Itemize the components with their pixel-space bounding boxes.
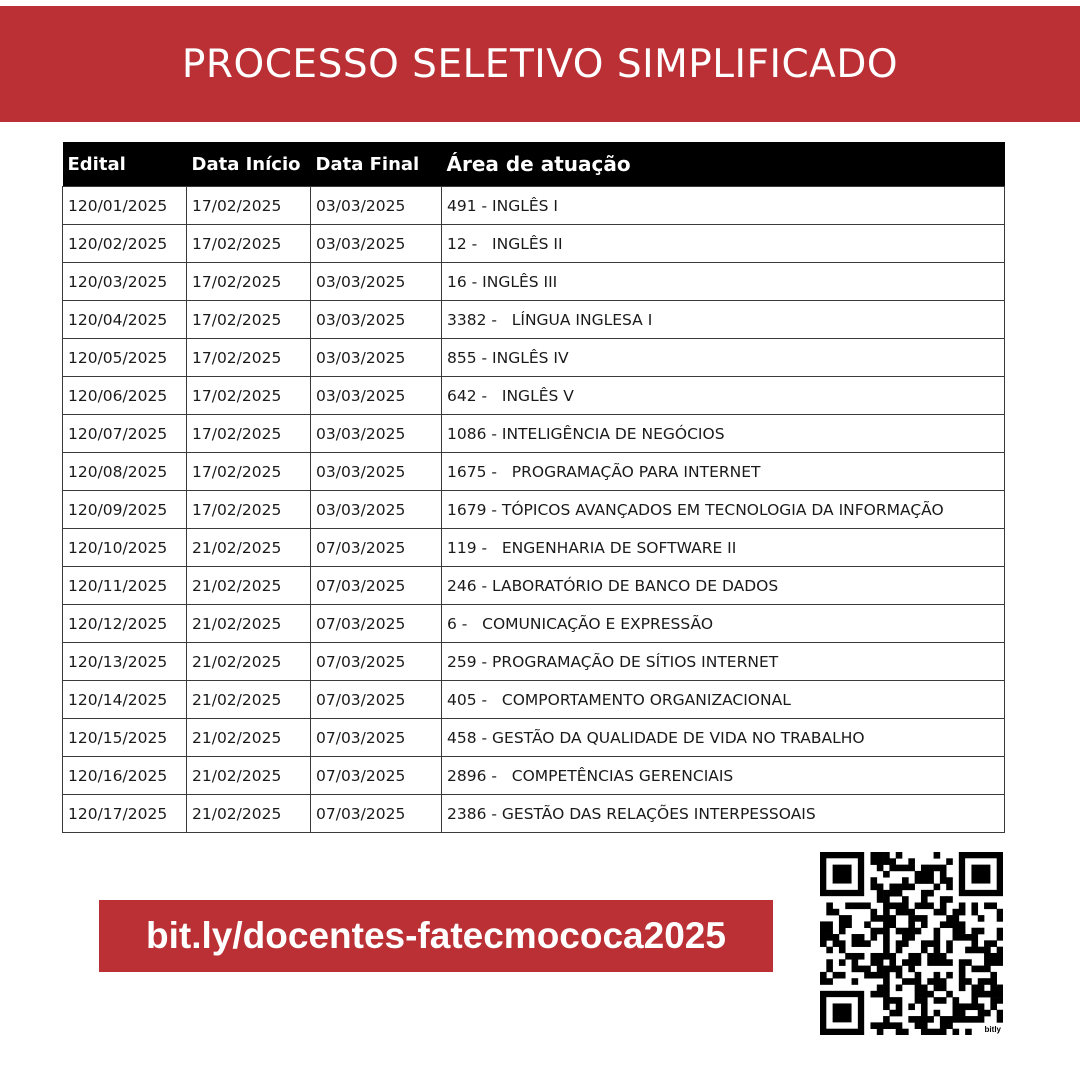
cell-data-final: 07/03/2025 <box>311 795 442 833</box>
cell-area-atuacao: 12 - INGLÊS II <box>442 225 1005 263</box>
cell-data-inicio: 21/02/2025 <box>187 719 311 757</box>
page-title: PROCESSO SELETIVO SIMPLIFICADO <box>181 41 899 87</box>
cell-data-final: 07/03/2025 <box>311 681 442 719</box>
cell-data-inicio: 21/02/2025 <box>187 567 311 605</box>
cell-edital: 120/04/2025 <box>63 301 187 339</box>
table-row <box>63 643 1005 681</box>
cell-area-atuacao: 642 - INGLÊS V <box>442 377 1005 415</box>
cell-area-atuacao: 1675 - PROGRAMAÇÃO PARA INTERNET <box>442 453 1005 491</box>
cell-area-atuacao: 1679 - TÓPICOS AVANÇADOS EM TECNOLOGIA DA INFORMAÇÃO <box>442 491 1005 529</box>
cell-area-atuacao: 3382 - LÍNGUA INGLESA I <box>442 301 1005 339</box>
cell-edital: 120/15/2025 <box>63 719 187 757</box>
cell-area-atuacao: 259 - PROGRAMAÇÃO DE SÍTIOS INTERNET <box>442 643 1005 681</box>
table-row <box>63 263 1005 301</box>
cell-data-final: 07/03/2025 <box>311 605 442 643</box>
table-row <box>63 795 1005 833</box>
cell-area-atuacao: 119 - ENGENHARIA DE SOFTWARE II <box>442 529 1005 567</box>
editais-table <box>62 142 1005 833</box>
table-row <box>63 339 1005 377</box>
table-body <box>63 187 1005 833</box>
bitly-brand-text: bitly <box>984 1025 1001 1034</box>
cell-data-inicio: 21/02/2025 <box>187 681 311 719</box>
cell-area-atuacao: 405 - COMPORTAMENTO ORGANIZACIONAL <box>442 681 1005 719</box>
cell-area-atuacao: 2386 - GESTÃO DAS RELAÇÕES INTERPESSOAIS <box>442 795 1005 833</box>
cell-data-inicio: 21/02/2025 <box>187 795 311 833</box>
table-row <box>63 681 1005 719</box>
cell-data-inicio: 17/02/2025 <box>187 225 311 263</box>
cell-data-inicio: 17/02/2025 <box>187 415 311 453</box>
cell-edital: 120/17/2025 <box>63 795 187 833</box>
cell-data-final: 03/03/2025 <box>311 453 442 491</box>
cell-edital: 120/02/2025 <box>63 225 187 263</box>
cell-data-final: 07/03/2025 <box>311 643 442 681</box>
cell-edital: 120/03/2025 <box>63 263 187 301</box>
column-header-area-atuacao: Área de atuação <box>442 142 1005 187</box>
cell-data-final: 07/03/2025 <box>311 567 442 605</box>
cell-edital: 120/08/2025 <box>63 453 187 491</box>
table-row <box>63 377 1005 415</box>
cell-data-inicio: 17/02/2025 <box>187 491 311 529</box>
cell-data-final: 03/03/2025 <box>311 187 442 225</box>
cell-data-inicio: 21/02/2025 <box>187 529 311 567</box>
table-row <box>63 567 1005 605</box>
cell-data-inicio: 17/02/2025 <box>187 377 311 415</box>
table-row <box>63 719 1005 757</box>
cell-data-final: 03/03/2025 <box>311 225 442 263</box>
cell-edital: 120/16/2025 <box>63 757 187 795</box>
cell-edital: 120/05/2025 <box>63 339 187 377</box>
cell-data-final: 03/03/2025 <box>311 301 442 339</box>
cell-data-final: 03/03/2025 <box>311 377 442 415</box>
table-header <box>63 142 1005 187</box>
short-link[interactable]: bit.ly/docentes-fatecmococa2025 <box>146 915 726 956</box>
cell-data-inicio: 21/02/2025 <box>187 643 311 681</box>
table-row <box>63 187 1005 225</box>
cell-edital: 120/07/2025 <box>63 415 187 453</box>
cell-data-inicio: 21/02/2025 <box>187 605 311 643</box>
table-row <box>63 529 1005 567</box>
cell-area-atuacao: 246 - LABORATÓRIO DE BANCO DE DADOS <box>442 567 1005 605</box>
cell-edital: 120/09/2025 <box>63 491 187 529</box>
cell-area-atuacao: 458 - GESTÃO DA QUALIDADE DE VIDA NO TRABALHO <box>442 719 1005 757</box>
cell-data-inicio: 17/02/2025 <box>187 187 311 225</box>
cell-edital: 120/13/2025 <box>63 643 187 681</box>
editais-table-container <box>62 142 1004 833</box>
cell-data-final: 03/03/2025 <box>311 339 442 377</box>
cell-data-inicio: 21/02/2025 <box>187 757 311 795</box>
table-row <box>63 757 1005 795</box>
column-header-edital: Edital <box>63 142 187 187</box>
cell-data-final: 03/03/2025 <box>311 415 442 453</box>
cell-data-final: 07/03/2025 <box>311 719 442 757</box>
column-header-data-inicio: Data Início <box>187 142 311 187</box>
column-header-data-final: Data Final <box>311 142 442 187</box>
table-row <box>63 225 1005 263</box>
cell-data-final: 03/03/2025 <box>311 263 442 301</box>
cell-area-atuacao: 1086 - INTELIGÊNCIA DE NEGÓCIOS <box>442 415 1005 453</box>
header-banner <box>0 6 1080 122</box>
cell-area-atuacao: 491 - INGLÊS I <box>442 187 1005 225</box>
cell-data-inicio: 17/02/2025 <box>187 301 311 339</box>
cell-edital: 120/01/2025 <box>63 187 187 225</box>
cell-edital: 120/11/2025 <box>63 567 187 605</box>
cell-edital: 120/06/2025 <box>63 377 187 415</box>
table-header-row <box>63 142 1005 187</box>
table-row <box>63 301 1005 339</box>
cell-area-atuacao: 6 - COMUNICAÇÃO E EXPRESSÃO <box>442 605 1005 643</box>
cell-edital: 120/12/2025 <box>63 605 187 643</box>
table-row <box>63 605 1005 643</box>
table-row <box>63 415 1005 453</box>
cell-edital: 120/10/2025 <box>63 529 187 567</box>
cell-area-atuacao: 16 - INGLÊS III <box>442 263 1005 301</box>
link-banner[interactable] <box>99 900 773 972</box>
table-row <box>63 453 1005 491</box>
cell-data-inicio: 17/02/2025 <box>187 453 311 491</box>
cell-edital: 120/14/2025 <box>63 681 187 719</box>
cell-data-final: 07/03/2025 <box>311 529 442 567</box>
qr-code-icon[interactable] <box>820 852 1003 1035</box>
cell-data-final: 07/03/2025 <box>311 757 442 795</box>
cell-data-inicio: 17/02/2025 <box>187 263 311 301</box>
cell-data-inicio: 17/02/2025 <box>187 339 311 377</box>
cell-area-atuacao: 2896 - COMPETÊNCIAS GERENCIAIS <box>442 757 1005 795</box>
cell-data-final: 03/03/2025 <box>311 491 442 529</box>
cell-area-atuacao: 855 - INGLÊS IV <box>442 339 1005 377</box>
table-row <box>63 491 1005 529</box>
